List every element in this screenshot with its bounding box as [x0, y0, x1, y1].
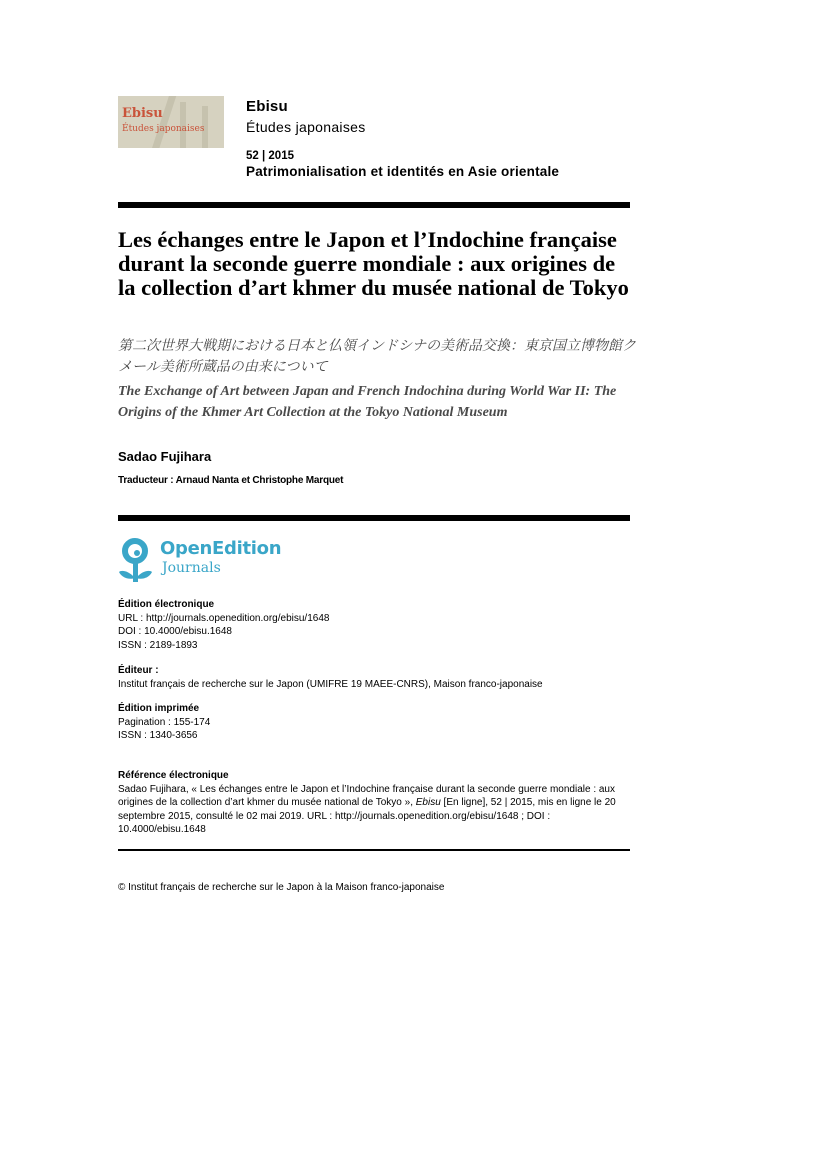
author: Sadao Fujihara [118, 449, 212, 464]
print-edition-section [118, 702, 638, 743]
reference-text-before: Sadao Fujihara, « Les échanges entre le Japon et l’Indochine française durant la seconde guerre mondiale : aux origines de la collection d’art khmer du musée national de Tokyo », [118, 783, 615, 808]
copyright: © Institut français de recherche sur le Japon à la Maison franco-japonaise [118, 882, 445, 893]
reference-heading: Référence électronique [118, 770, 229, 781]
openedition-name: OpenEdition [160, 538, 282, 559]
publisher-name: Institut français de recherche sur le Japon (UMIFRE 19 MAEE-CNRS), Maison franco-japonaise [118, 678, 543, 690]
translator: Traducteur : Arnaud Nanta et Christophe Marquet [118, 475, 344, 486]
openedition-flower-icon [118, 538, 154, 584]
article-title-en: The Exchange of Art between Japan and French Indochina during World War II: The Origins of the Khmer Art Collection at the Tokyo National Museum [118, 384, 617, 420]
issue-number: 52 | 2015 [246, 150, 294, 162]
journal-subtitle: Études japonaises [246, 119, 366, 135]
journal-name: Ebisu [246, 98, 288, 115]
openedition-sub: Journals [162, 560, 221, 576]
article-title-fr: Les échanges entre le Japon et l’Indochine française durant la seconde guerre mondiale : aux origines de la collection d’art khmer du musée national de Tokyo [118, 227, 629, 300]
print-issn: ISSN : 1340-3656 [118, 730, 198, 741]
print-pagination: Pagination : 155-174 [118, 716, 211, 728]
openedition-logo[interactable] [118, 538, 288, 584]
publisher-section [118, 664, 638, 691]
divider-top [118, 202, 630, 208]
divider-middle [118, 515, 630, 521]
electronic-edition-heading: Édition électronique [118, 599, 215, 610]
divider-bottom [118, 849, 630, 851]
electronic-url[interactable]: URL : http://journals.openedition.org/ebisu/1648 [118, 612, 330, 624]
print-edition-heading: Édition imprimée [118, 703, 200, 714]
reference-text [118, 783, 630, 837]
electronic-reference-section [118, 769, 630, 837]
reference-text-after: [En ligne], 52 | 2015, mis en ligne le 20 septembre 2015, consulté le 02 mai 2019. URL : http://journals.openedition.org/ebisu/1648 ; DOI : 10.4000/ebisu.1648 [118, 797, 616, 835]
publisher-heading: Éditeur : [118, 665, 159, 676]
logo-title: Ebisu [122, 106, 163, 121]
journal-logo [118, 96, 224, 148]
logo-subtitle: Études japonaises [122, 124, 205, 134]
electronic-issn: ISSN : 2189-1893 [118, 639, 198, 651]
issue-theme: Patrimonialisation et identités en Asie orientale [246, 164, 560, 179]
logo-decoration [150, 96, 176, 148]
article-title-ja: 第二次世界大戦期における日本と仏領インドシナの美術品交換：東京国立博物館クメール美術所蔵品の由来について [118, 338, 636, 375]
electronic-edition-section [118, 598, 638, 652]
reference-journal: Ebisu [415, 797, 441, 808]
electronic-doi[interactable]: DOI : 10.4000/ebisu.1648 [118, 626, 232, 637]
